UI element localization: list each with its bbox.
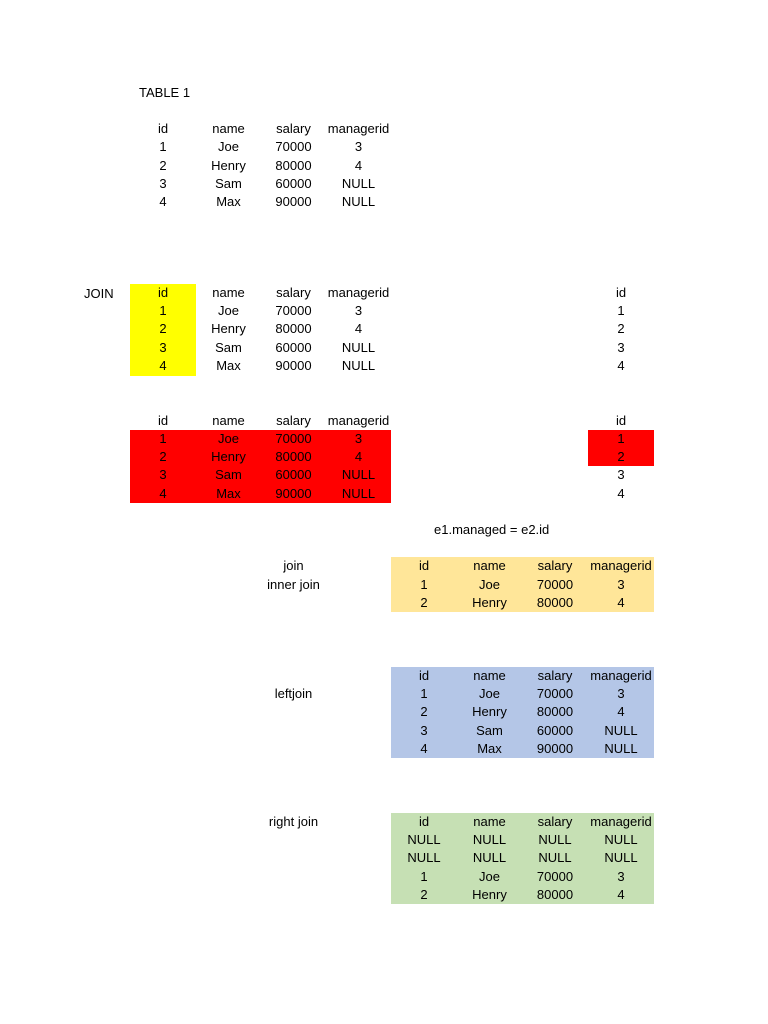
table-cell: NULL xyxy=(472,850,507,865)
table-row xyxy=(0,722,768,740)
table1-title: TABLE 1 xyxy=(139,85,191,100)
table-cell: 70000 xyxy=(536,686,574,701)
right-id-cell: 3 xyxy=(617,340,625,355)
column-header: salary xyxy=(537,558,573,573)
table-cell: NULL xyxy=(341,467,376,482)
join-label: JOIN xyxy=(84,286,114,301)
column-header: name xyxy=(212,413,245,428)
table-cell: NULL xyxy=(341,358,376,373)
table-cell: 90000 xyxy=(275,486,312,501)
table-cell: NULL xyxy=(341,194,376,209)
red-header-row xyxy=(0,412,768,430)
table-cell: Max xyxy=(477,741,502,756)
table-cell: 1 xyxy=(420,686,428,701)
table-cell: NULL xyxy=(604,832,638,847)
right-id-cell: 1 xyxy=(617,303,625,318)
table-cell: Henry xyxy=(472,595,507,610)
table-cell: 2 xyxy=(159,158,167,173)
table-row xyxy=(0,175,768,193)
table-cell: 70000 xyxy=(275,139,312,154)
table-cell: 80000 xyxy=(536,704,574,719)
table-row xyxy=(0,320,768,338)
table-row xyxy=(0,703,768,721)
table-cell: 80000 xyxy=(275,158,312,173)
table-cell: Henry xyxy=(211,158,246,173)
table-cell: 1 xyxy=(420,869,428,884)
table1-header-row xyxy=(0,120,768,138)
table-cell: 80000 xyxy=(275,449,312,464)
table-row xyxy=(0,849,768,867)
table-cell: 2 xyxy=(420,595,428,610)
right-id-cell: 1 xyxy=(617,431,625,446)
inner-join-label: inner join xyxy=(267,577,320,592)
table-cell: NULL xyxy=(341,340,376,355)
table-cell: 4 xyxy=(617,887,625,902)
table-row xyxy=(0,302,768,320)
column-header: id xyxy=(157,121,169,136)
table-cell: NULL xyxy=(538,850,572,865)
right-id-header: id xyxy=(615,413,627,428)
table-cell: 60000 xyxy=(536,723,574,738)
table-row xyxy=(0,157,768,175)
table-cell: Joe xyxy=(218,303,239,318)
table-cell: 3 xyxy=(159,340,167,355)
table-cell: 4 xyxy=(420,741,428,756)
table-cell: Henry xyxy=(211,449,246,464)
table-cell: 2 xyxy=(420,704,428,719)
table-cell: Joe xyxy=(218,431,239,446)
left-join-label: leftjoin xyxy=(274,686,313,701)
inner-join-header-row xyxy=(0,557,768,575)
right-id-cell: 2 xyxy=(617,449,625,464)
table-cell: 60000 xyxy=(275,176,312,191)
join-condition: e1.managed = e2.id xyxy=(434,522,550,537)
table-cell: 2 xyxy=(420,887,428,902)
column-header: managerid xyxy=(327,121,390,136)
table-cell: NULL xyxy=(538,832,572,847)
table-cell: NULL xyxy=(604,723,638,738)
column-header: managerid xyxy=(590,668,652,683)
right-id-cell: 2 xyxy=(617,321,625,336)
column-header: name xyxy=(212,285,245,300)
table-cell: 4 xyxy=(159,358,167,373)
table-cell: 90000 xyxy=(536,741,574,756)
table-cell: 3 xyxy=(420,723,428,738)
table-cell: Joe xyxy=(479,686,500,701)
table-cell: Max xyxy=(216,194,241,209)
table-cell: 1 xyxy=(159,303,167,318)
table-cell: NULL xyxy=(407,832,441,847)
column-header: id xyxy=(157,285,169,300)
table-cell: Sam xyxy=(215,176,242,191)
column-header: salary xyxy=(537,814,573,829)
column-header: managerid xyxy=(590,558,652,573)
table-cell: 3 xyxy=(617,686,625,701)
right-join-label: right join xyxy=(268,814,319,829)
table-cell: Henry xyxy=(472,704,507,719)
table-cell: 80000 xyxy=(275,321,312,336)
table-cell: 3 xyxy=(159,176,167,191)
table-cell: 4 xyxy=(354,449,363,464)
column-header: managerid xyxy=(327,285,390,300)
table-row xyxy=(0,448,768,466)
table-cell: 4 xyxy=(159,486,167,501)
table-cell: 1 xyxy=(420,577,428,592)
table-cell: 3 xyxy=(159,467,167,482)
table-cell: NULL xyxy=(341,486,376,501)
table-row xyxy=(0,868,768,886)
table-cell: Henry xyxy=(472,887,507,902)
right-id-cell: 4 xyxy=(617,358,625,373)
table-cell: 1 xyxy=(159,431,167,446)
table-cell: Joe xyxy=(479,577,500,592)
table-cell: 80000 xyxy=(536,887,574,902)
table-cell: 70000 xyxy=(275,431,312,446)
column-header: name xyxy=(473,558,506,573)
right-id-header: id xyxy=(615,285,627,300)
table-cell: NULL xyxy=(341,176,376,191)
table-cell: NULL xyxy=(407,850,441,865)
right-id-cell: 4 xyxy=(617,486,625,501)
table-cell: 90000 xyxy=(275,358,312,373)
table-cell: 4 xyxy=(354,158,363,173)
table-cell: 70000 xyxy=(536,869,574,884)
table-cell: 4 xyxy=(354,321,363,336)
table-cell: Max xyxy=(216,486,241,501)
table-row xyxy=(0,740,768,758)
table-row xyxy=(0,685,768,703)
column-header: salary xyxy=(276,121,311,136)
table-cell: Joe xyxy=(479,869,500,884)
table-cell: Max xyxy=(216,358,241,373)
table-row xyxy=(0,466,768,484)
table-row xyxy=(0,886,768,904)
table-cell: 90000 xyxy=(275,194,312,209)
table-row xyxy=(0,430,768,448)
table-cell: 1 xyxy=(159,139,167,154)
table-cell: 60000 xyxy=(275,340,312,355)
column-header: id xyxy=(418,814,430,829)
column-header: salary xyxy=(276,285,311,300)
table-cell: 70000 xyxy=(275,303,312,318)
table-row xyxy=(0,138,768,156)
table-cell: 3 xyxy=(617,577,625,592)
column-header: name xyxy=(473,814,506,829)
inner-join-label-join: join xyxy=(283,558,304,573)
right-join-header-row xyxy=(0,813,768,831)
table-cell: 4 xyxy=(159,194,167,209)
table-row xyxy=(0,831,768,849)
column-header: id xyxy=(418,558,430,573)
table-row xyxy=(0,339,768,357)
table-cell: 70000 xyxy=(536,577,574,592)
table-cell: Sam xyxy=(476,723,503,738)
table-cell: 60000 xyxy=(275,467,312,482)
table-cell: NULL xyxy=(604,850,638,865)
table-cell: 3 xyxy=(617,869,625,884)
column-header: managerid xyxy=(327,413,390,428)
table-cell: 3 xyxy=(354,431,363,446)
column-header: managerid xyxy=(590,814,652,829)
table-cell: 3 xyxy=(354,139,363,154)
table-row xyxy=(0,357,768,375)
table-cell: Henry xyxy=(211,321,246,336)
right-id-cell: 3 xyxy=(617,467,625,482)
table-cell: 80000 xyxy=(536,595,574,610)
table-cell: 2 xyxy=(159,321,167,336)
table-cell: Sam xyxy=(215,467,242,482)
table-cell: 2 xyxy=(159,449,167,464)
column-header: salary xyxy=(276,413,311,428)
table-cell: Joe xyxy=(218,139,239,154)
column-header: id xyxy=(418,668,430,683)
table-cell: 4 xyxy=(617,704,625,719)
table-row xyxy=(0,485,768,503)
left-join-header-row xyxy=(0,667,768,685)
table-cell: 3 xyxy=(354,303,363,318)
column-header: id xyxy=(157,413,169,428)
table-row xyxy=(0,594,768,612)
table-row xyxy=(0,576,768,594)
table-cell: 4 xyxy=(617,595,625,610)
table-cell: NULL xyxy=(472,832,507,847)
column-header: name xyxy=(212,121,245,136)
table-row xyxy=(0,193,768,211)
column-header: name xyxy=(473,668,506,683)
column-header: salary xyxy=(537,668,573,683)
table-cell: NULL xyxy=(604,741,638,756)
table-cell: Sam xyxy=(215,340,242,355)
join-header-row xyxy=(0,284,768,302)
